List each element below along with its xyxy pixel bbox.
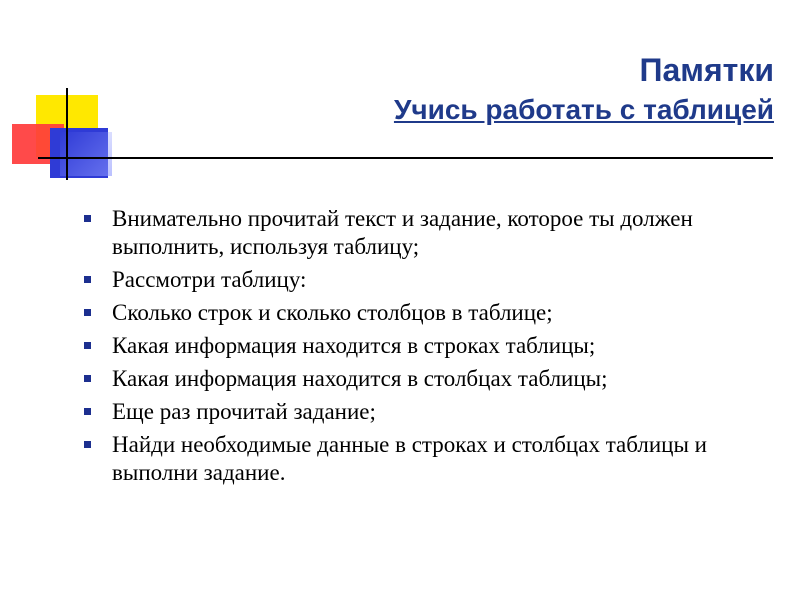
list-item-text: Внимательно прочитай текст и задание, которое ты должен выполнить, используя таблицу; [112,206,693,259]
list-item-text: Сколько строк и сколько столбцов в таблице; [112,300,553,325]
decorative-squares-logo [0,0,120,190]
bullet-square-icon [84,375,91,382]
list-item-text: Еще раз прочитай задание; [112,399,376,424]
slide-subtitle: Учись работать с таблицей [393,94,774,125]
list-item [80,398,780,426]
list-item [80,266,780,294]
vertical-rule [66,88,68,180]
list-item [80,205,780,261]
list-item [80,431,780,487]
bullet-square-icon [84,309,91,316]
list-item-text: Рассмотри таблицу: [112,267,307,292]
slide-title: Памятки [639,52,774,88]
bullet-square-icon [84,408,91,415]
list-item-text: Найди необходимые данные в строках и столбцах таблицы и выполни задание. [112,432,707,485]
bullet-square-icon [84,276,91,283]
bullet-list [80,205,780,492]
list-item [80,365,780,393]
list-item [80,299,780,327]
list-item-text: Какая информация находится в строках таблицы; [112,333,596,358]
title-block [394,50,774,130]
bullet-square-icon [84,215,91,222]
list-item-text: Какая информация находится в столбцах таблицы; [112,366,608,391]
list-item [80,332,780,360]
bullet-square-icon [84,441,91,448]
title-divider [38,157,773,159]
bullet-square-icon [84,342,91,349]
